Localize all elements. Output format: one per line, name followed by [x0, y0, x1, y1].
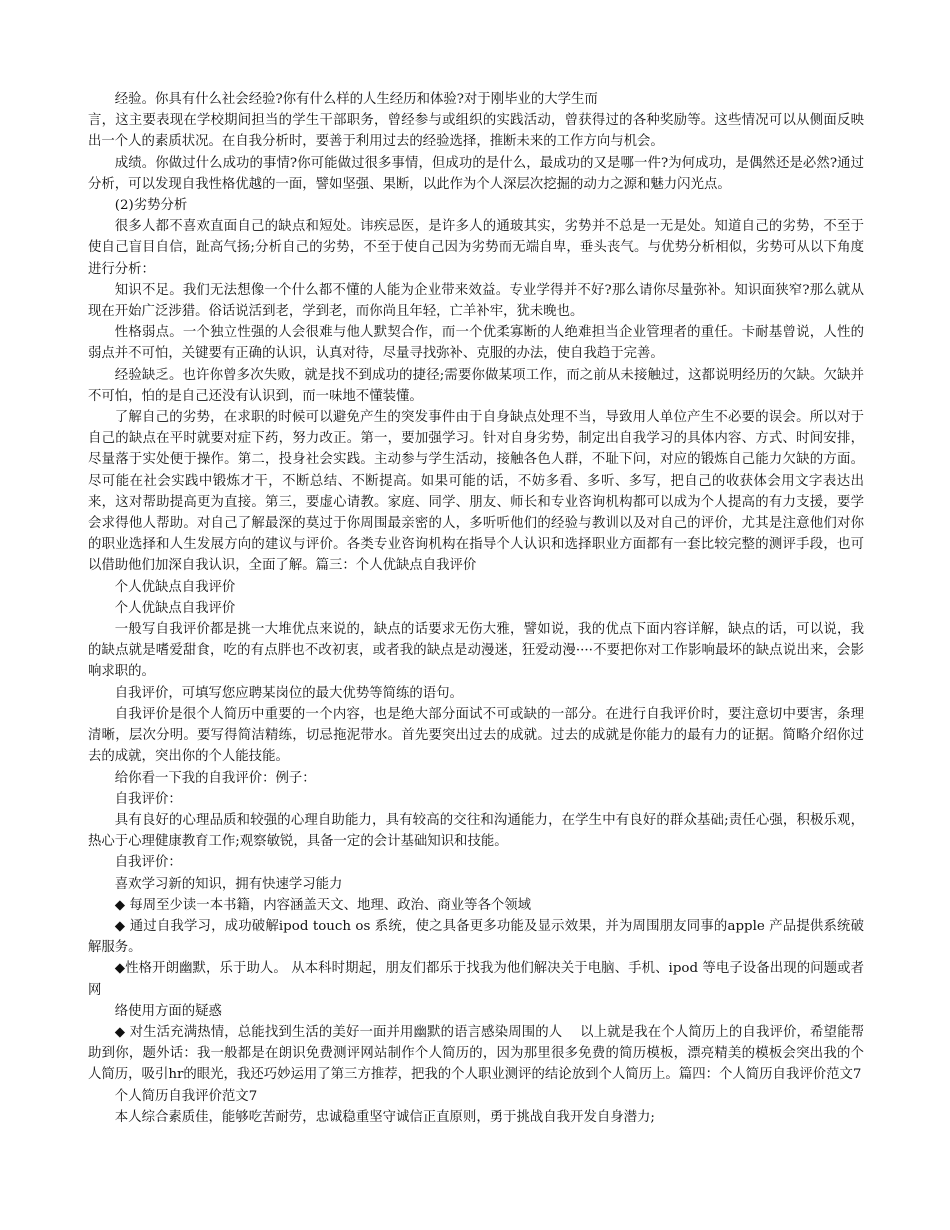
- bullet-item-enthusiasm: ◆ 对生活充满热情，总能找到生活的美好一面并用幽默的语言感染周围的人 以上就是我在个人简历上的自我评价，希望能帮助到你，题外话：我一般都是在朗识免费测评网站制作个人简历的，因为那里很多免费的简历模板，漂亮精美的模板会突出我的个人简历，吸引hr的眼光，我还巧妙运用了第三方推荐，把我的个人职业测评的结论放到个人简历上。篇四：个人简历自我评价范文7: [88, 1024, 864, 1083]
- paragraph-lack-of-experience: 经验缺乏。也许你曾多次失败，就是找不到成功的捷径;需要你做某项工作，而之前从未接触过，这都说明经历的欠缺。欠缺并不可怕，怕的是自己还没有认识到，而一味地不懂装懂。: [88, 367, 864, 404]
- paragraph-personality-weakness: 性格弱点。一个独立性强的人会很难与他人默契合作，而一个优柔寡断的人绝难担当企业管理者的重任。卡耐基曾说，人性的弱点并不可怕，关键要有正确的认识，认真对待，尽量寻找弥补、克服的办法，使自我趋于完善。: [88, 325, 864, 362]
- paragraph-lack-of-knowledge: 知识不足。我们无法想像一个什么都不懂的人能为企业带来效益。专业学得并不好?那么请你尽量弥补。知识面狭窄?那么就从现在开始广泛涉猎。俗话说活到老，学到老，而你尚且年轻，亡羊补牢，犹未晚也。: [88, 282, 864, 320]
- paragraph-weakness-intro: 很多人都不喜欢直面自己的缺点和短处。讳疾忌医，是许多人的通玻其实，劣势并不总是一无是处。知道自己的劣势，不至于使自己盲目自信，趾高气扬;分析自己的劣势，不至于使自己因为劣势而无端自卑，垂头丧气。与优势分析相似，劣势可从以下角度进行分析：: [88, 219, 864, 277]
- label-self-evaluation-2: 自我评价：: [114, 855, 182, 871]
- document-body: [88, 89, 864, 1128]
- paragraph-experience-body: 言，这主要表现在学校期间担当的学生干部职务，曾经参与或组织的实践活动，曾获得过的各种奖励等。这些情况可以从侧面反映出一个人的素质状况。在自我分析时，要善于利用过去的经验选择，推断未来的工作方向与机会。: [88, 113, 864, 150]
- paragraph-achievements: 成绩。你做过什么成功的事情?你可能做过很多事情，但成功的是什么，最成功的又是哪一件?为何成功，是偶然还是必然?通过分析，可以发现自我性格优越的一面，譬如坚强、果断，以此作为个人深层次挖掘的动力之源和魅力闪光点。: [88, 155, 864, 192]
- paragraph-self-evaluation-importance: 自我评价是很个人简历中重要的一个内容，也是绝大部分面试不可或缺的一部分。在进行自我评价时，要注意切中要害，条理清晰，层次分明。要写得简洁精练，切忌拖泥带水。首先要突出过去的成就。过去的成就是你能力的最有力的证据。简略介绍你过去的成就，突出你的个人能技能。: [88, 706, 864, 765]
- paragraph-self-evaluation-short: 自我评价，可填写您应聘某岗位的最大优势等简练的语句。: [114, 685, 463, 701]
- paragraph-experience-heading: 经验。你具有什么社会经验?你有什么样的人生经历和体验?对于刚毕业的大学生而: [114, 92, 598, 107]
- paragraph-example-2-intro: 喜欢学习新的知识，拥有快速学习能力: [114, 876, 343, 892]
- paragraph-self-evaluation-general: 一般写自我评价都是挑一大堆优点来说的，缺点的话要求无伤大雅，譬如说，我的优点下面内容详解，缺点的话，可以说，我的缺点就是嗜爱甜食，吃的有点胖也不改初衷，或者我的缺点是动漫迷，狂爱动漫····不要把你对工作影响最坏的缺点说出来，会影响求职的。: [88, 622, 864, 680]
- heading-self-evaluation-1: 个人优缺点自我评价: [114, 579, 236, 595]
- heading-resume-sample-7: 个人简历自我评价范文7: [114, 1088, 258, 1104]
- heading-self-evaluation-2: 个人优缺点自我评价: [114, 600, 236, 616]
- paragraph-understanding-weakness: 了解自己的劣势，在求职的时候可以避免产生的突发事件由于自身缺点处理不当，导致用人单位产生不必要的误会。所以对于自己的缺点在平时就要对症下药，努力改正。第一，要加强学习。针对自身劣势，制定出自我学习的具体内容、方式、时间安排，尽量落于实处便于操作。第二，投身社会实践。主动参与学生活动，接触各色人群，不耻下问，对应的锻炼自己能力欠缺的方面。尽可能在社会实践中锻炼才干，不断总结、不断提高。如果可能的话，不妨多看、多听、多写，把自己的收获体会用文字表达出来，这对帮助提高更为直接。第三，要虚心请教。家庭、同学、朋友、师长和专业咨询机构都可以成为个人提高的有力支援，要学会求得他人帮助。对自己了解最深的莫过于你周围最亲密的人，多听听他们的经验与教训以及对自己的评价，尤其是注意他们对你的职业选择和人生发展方向的建议与评价。各类专业咨询机构在指导个人认识和选择职业方面都有一套比较完整的测评手段，也可以借助他们加深自我认识，全面了解。篇三：个人优缺点自我评价: [88, 410, 864, 574]
- bullet-item-reading: ◆ 每周至少读一本书籍，内容涵盖天文、地理、政治、商业等各个领域: [114, 897, 532, 913]
- section-heading-weakness-analysis: (2)劣势分析: [114, 198, 188, 214]
- bullet-item-self-learning: ◆ 通过自我学习，成功破解ipod touch os 系统，使之具备更多功能及显示效果，并为周围朋友同事的apple 产品提供系统破解服务。: [88, 918, 864, 956]
- label-self-evaluation-1: 自我评价：: [114, 791, 182, 807]
- paragraph-example-intro: 给你看一下我的自我评价：例子：: [114, 770, 316, 786]
- paragraph-resume-sample-7: 本人综合素质佳，能够吃苦耐劳，忠诚稳重坚守诚信正直原则，勇于挑战自我开发自身潜力;: [114, 1109, 655, 1125]
- paragraph-network-issues: 络使用方面的疑惑: [114, 1003, 222, 1019]
- paragraph-example-1: 具有良好的心理品质和较强的心理自助能力，具有较高的交往和沟通能力，在学生中有良好的群众基础;责任心强，积极乐观，热心于心理健康教育工作;观察敏锐，具备一定的会计基础知识和技能。: [88, 812, 864, 850]
- bullet-item-personality: ◆性格开朗幽默，乐于助人。 从本科时期起，朋友们都乐于找我为他们解决关于电脑、手机、ipod 等电子设备出现的问题或者网: [88, 961, 864, 998]
